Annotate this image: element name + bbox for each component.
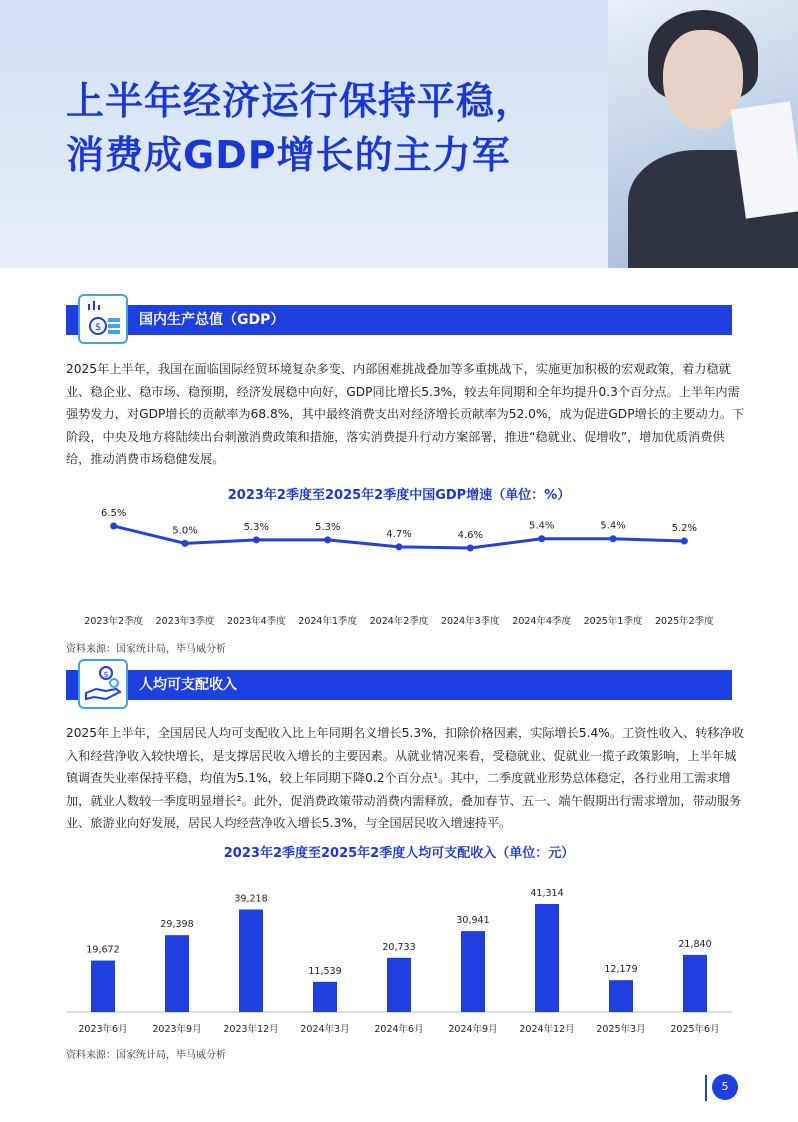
income-bar-6 <box>535 904 559 1012</box>
gdp-data-label-6: 5.4% <box>528 520 555 532</box>
svg-text:$: $ <box>103 670 109 679</box>
gdp-data-label-7: 5.4% <box>600 520 626 532</box>
gdp-category-label-5: 2024年3季度 <box>440 616 500 627</box>
income-bar-2 <box>239 909 263 1012</box>
gdp-point-7 <box>610 535 617 542</box>
income-category-label-1: 2023年9月 <box>152 1024 202 1035</box>
income-source-note: 资料来源：国家统计局，毕马威分析 <box>66 1050 226 1061</box>
gdp-data-label-1: 5.0% <box>172 525 198 537</box>
gdp-data-label-8: 5.2% <box>671 523 698 535</box>
gdp-data-label-2: 5.3% <box>243 521 270 533</box>
page-title-line1: 上半年经济运行保持平稳， <box>66 79 535 123</box>
income-category-label-2: 2023年12月 <box>223 1024 279 1035</box>
gdp-point-6 <box>538 535 545 542</box>
gdp-data-label-5: 4.6% <box>457 530 484 541</box>
income-data-label-0: 19,672 <box>86 944 120 956</box>
gdp-data-label-3: 5.3% <box>314 521 341 533</box>
gdp-line-chart <box>66 500 732 635</box>
gdp-point-2 <box>253 536 260 543</box>
income-data-label-7: 12,179 <box>604 964 638 976</box>
gdp-category-label-3: 2024年1季度 <box>298 616 358 627</box>
page-title <box>66 74 626 182</box>
income-chart-title: 2023年2季度至2025年2季度人均可支配收入（单位：元） <box>223 846 575 861</box>
income-paragraph: 2025年上半年，全国居民人均可支配收入比上年同期名义增长5.3%，扣除价格因素，实际增长5.4%。工资性收入、转移净收入和经营净收入较快增长，是支撑居民收入增长的主要因素。从就业情况来看，受稳就业、促就业一揽子政策影响，上半年城镇调查失业率保持平稳，均值为5.1%，较上年同期下降0.2个百分点¹。其中，二季度就业形势总体稳定，各行业用工需求增加，就业人数较一季度明显增长²。此外，促消费政策带动消费内需释放，叠加春节、五一、端午假期出行需求增加，带动服务业、旅游业向好发展，居民人均经营净收入增长5.3%，与全国居民收入增速持平。 <box>66 726 744 831</box>
page-title-line2: 消费成GDP增长的主力军 <box>66 133 511 177</box>
income-bar-4 <box>387 958 411 1012</box>
gdp-category-label-8: 2025年2季度 <box>654 616 714 627</box>
gdp-category-label-4: 2024年2季度 <box>369 616 429 627</box>
gdp-source-note: 资料来源：国家统计局，毕马威分析 <box>66 644 226 655</box>
hero-photo <box>608 0 798 268</box>
income-data-label-1: 29,398 <box>160 919 194 931</box>
income-category-label-6: 2024年12月 <box>519 1024 575 1035</box>
income-category-label-3: 2024年3月 <box>300 1024 350 1035</box>
income-bar-0 <box>91 961 115 1012</box>
income-data-label-3: 11,539 <box>308 965 342 977</box>
income-bar-1 <box>165 935 189 1012</box>
gdp-paragraph: 2025年上半年，我国在面临国际经贸环境复杂多变、内部困难挑战叠加等多重挑战下，实施更加积极的宏观政策，着力稳就业、稳企业、稳市场、稳预期，经济发展稳中向好，GDP同比增长5.3%，较去年同期和全年均提升0.3个百分点。上半年内需强势发力，对GDP增长的贡献率为68.8%，其中最终消费支出对经济增长贡献率为52.0%，成为促进GDP增长的主要动力。下阶段，中央及地方将陆续出台刺激消费政策和措施，落实消费提升行动方案部署，推进“稳就业、促增收”，增加优质消费供给，推动消费市场稳健发展。 <box>66 362 745 467</box>
gdp-category-label-6: 2024年4季度 <box>512 616 572 627</box>
section-header-gdp <box>66 305 732 335</box>
income-category-label-7: 2025年3月 <box>596 1024 646 1035</box>
coins-chart-icon <box>78 294 128 344</box>
income-category-label-8: 2025年6月 <box>670 1024 720 1035</box>
gdp-category-label-7: 2025年1季度 <box>583 616 643 627</box>
hand-coins-icon <box>78 659 128 709</box>
hero-banner <box>0 0 798 268</box>
gdp-chart-title: 2023年2季度至2025年2季度中国GDP增速（单位：%） <box>227 488 571 503</box>
page-number-divider <box>705 1075 707 1101</box>
gdp-point-0 <box>110 523 117 530</box>
income-data-label-2: 39,218 <box>234 893 268 905</box>
income-data-label-4: 20,733 <box>382 941 416 953</box>
income-bar-8 <box>683 955 707 1012</box>
income-bar-5 <box>461 931 485 1012</box>
gdp-data-label-4: 4.7% <box>386 528 412 540</box>
gdp-data-label-0: 6.5% <box>100 508 127 519</box>
gdp-category-label-0: 2023年2季度 <box>84 616 144 627</box>
income-bar-3 <box>313 982 337 1012</box>
income-category-label-4: 2024年6月 <box>374 1024 424 1035</box>
income-data-label-8: 21,840 <box>678 938 712 950</box>
income-category-label-5: 2024年9月 <box>448 1024 498 1035</box>
income-data-label-5: 30,941 <box>456 915 490 927</box>
income-bar-chart <box>66 866 732 1038</box>
income-data-label-6: 41,314 <box>530 888 564 899</box>
gdp-point-3 <box>324 536 331 543</box>
gdp-point-4 <box>396 543 403 550</box>
svg-text:$: $ <box>94 322 102 333</box>
section-heading-income: 人均可支配收入 <box>139 677 237 693</box>
gdp-point-1 <box>182 540 189 547</box>
section-header-income <box>66 670 732 700</box>
income-bar-7 <box>609 980 633 1012</box>
gdp-point-8 <box>681 538 688 545</box>
gdp-category-label-1: 2023年3季度 <box>155 616 215 627</box>
gdp-point-5 <box>467 545 474 552</box>
section-heading-gdp: 国内生产总值（GDP） <box>139 312 285 328</box>
page-number: 5 <box>712 1074 738 1100</box>
gdp-category-label-2: 2023年4季度 <box>226 616 286 627</box>
income-category-label-0: 2023年6月 <box>78 1024 128 1035</box>
